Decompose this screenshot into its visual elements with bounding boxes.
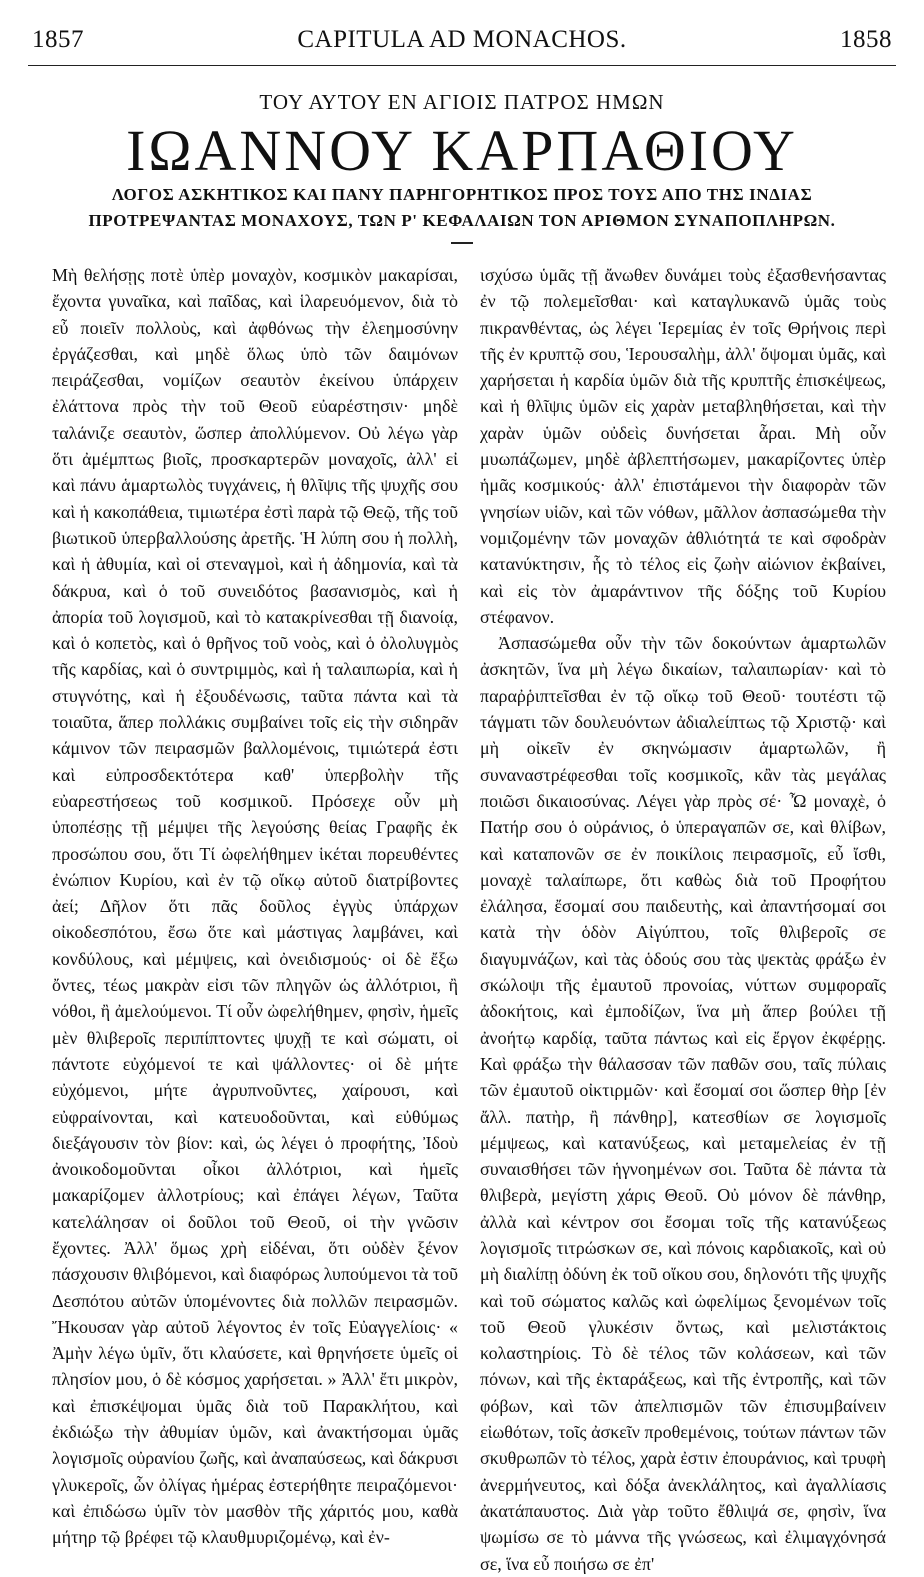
right-page-number: 1858 xyxy=(840,26,892,53)
treatise-subtitle: ΛΟΓΟΣ ΑΣΚΗΤΙΚΟΣ ΚΑΙ ΠΑΝΥ ΠΑΡΗΓΟΡΗΤΙΚΟΣ ΠΡΟΣ ΤΟΥΣ ΑΠΟ ΤΗΣ ΙΝΔΙΑΣ ΠΡΟΤΡΕΨΑΝΤΑΣ ΜΟΝΑΧΟΥΣ, ΤΩΝ Ρ' ΚΕΦΑΛΑΙΩΝ ΤΟΝ ΑΡΙΘΜΟΝ ΣΥΝΑΠΟΠΛΗΡΩΝ. xyxy=(88,185,836,230)
right-text-column xyxy=(480,262,886,1574)
running-title: CAPITULA AD MONACHOS. xyxy=(297,26,627,53)
paragraph: Ἀσπασώμεθα οὖν τὴν τῶν δοκούντων ἁμαρτωλῶν ἀσκητῶν, ἵνα μὴ λέγω δικαίων, ταλαιπωρίαν· καὶ τὸ παραῤῥιπτεῖσθαι ἐν τῷ οἴκῳ τοῦ Θεοῦ· τουτέστι τῷ τάγματι τῶν δουλευόντων ἀδιαλείπτως τῷ Χριστῷ· καὶ μὴ οἰκεῖν ἐν σκηνώμασιν ἁμαρτωλῶν, ἢ συναναστρέφεσθαι τοῖς κοσμικοῖς, κἂν τὰς μεγάλας ποιῶσι δικαιοσύνας. Λέγει γὰρ πρὸς σέ· Ὦ μοναχὲ, ὁ Πατήρ σου ὁ οὐράνιος, ὁ ὑπεραγαπῶν σε, καὶ θλίβων, καὶ καταπονῶν σε ἐν ποικίλοις πειρασμοῖς, εὖ ἴσθι, μοναχὲ ταλαίπωρε, ὅτι καθὼς διὰ τοῦ Προφήτου ἐλάλησα, ἔσομαί σου παιδευτὴς, καὶ ἀπαντήσομαί σοι κατὰ τὴν ὁδὸν Αἰγύπτου, τοῖς θλιβεροῖς σε διαγυμνάζων, καὶ τὰς ὁδούς σου τὰς ψεκτὰς φράξω ἐν σκώλοψι τῆς ἐμαυτοῦ προνοίας, νύττων συμφοραῖς ἀδοκήτοις, καὶ ἐμποδίζων, ἵνα μὴ ἅπερ βούλει τῇ ἀνοήτῳ καρδίᾳ, ταῦτα πάντως καὶ εἰς ἔργον ἐκφέρῃς. Καὶ φράξω τὴν θάλασσαν τῶν παθῶν σου, ταῖς πύλαις τῶν ἐμαυτοῦ οἰκτιρμῶν· καὶ ἔσομαί σοι ὥσπερ θὴρ [ἐν ἄλλ. πατὴρ, ἢ πάνθηρ], κατεσθίων σε λογισμοῖς μέμψεως, καὶ κατανύξεως, καὶ μεταμελείας ἐν τῇ συναισθήσει τῶν ἡγνοημένων σοι. Ταῦτα δὲ πάντα τὰ θλιβερὰ, μεγίστη χάρις Θεοῦ. Οὐ μόνον δὲ πάνθηρ, ἀλλὰ καὶ κέντρον σοι ἔσομαι τοῖς τῆς κατανύξεως λογισμοῖς τιτρώσκων σε, καὶ πόνοις καρδιακοῖς, καὶ οὐ μὴ διαλίπῃ ὀδύνη ἐκ τοῦ οἴκου σου, δηλονότι τῆς ψυχῆς καὶ τοῦ σώματος καλῶς καὶ ὠφελίμως ξενομένων τοῖς τοῦ Θεοῦ γλυκέσιν ὄντως, καὶ μελιστάκτοις κολαστηρίοις. Τὸ δὲ τέλος τῶν κολάσεων, καὶ τῶν πόνων, καὶ τῆς ἐκταράξεως, καὶ τῆς ἐντροπῆς, καὶ τῶν φόβων, καὶ τῶν ἀπελπισμῶν τῶν ἐπισυμβαίνειν εἰωθότων, τοῖς ἀσκεῖν προθεμένοις, τούτων πάντων τῶν σκυθρωπῶν τὸ τέλος, χαρὰ ἐστιν ἐπουράνιος, καὶ τρυφὴ ἀνερμήνευτος, καὶ δόξα ἀνεκλάλητος, καὶ ἀγαλλίασις ἀκατάπαυστος. Διὰ γὰρ τοῦτο ἔθλιψά σε, φησὶν, ἵνα ψωμίσω σε τὸ μάννα τῆς γνώσεως, καὶ ἐλιμαγχόνησά σε, ἵνα εὖ ποιήσω σε ἐπ' xyxy=(480,633,886,1574)
author-name: ΙΩΑΝΝΟΥ ΚΑΡΠΑΘΙΟΥ xyxy=(126,118,798,183)
running-header xyxy=(0,26,924,60)
paragraph: ισχύσω ὑμᾶς τῇ ἄνωθεν δυνάμει τοὺς ἐξασθενήσαντας ἐν τῷ πολεμεῖσθαι· καὶ καταγλυκανῶ ὑμᾶς τοὺς πικρανθέντας, ὡς λέγει Ἱερεμίας ἐν τοῖς Θρήνοις περὶ τῆς ἐν κρυπτῷ σου, Ἱερουσαλὴμ, ἀλλ' ὄψομαι ὑμᾶς, καὶ χαρήσεται ἡ καρδία ὑμῶν διὰ τῆς κρυπτῆς ἐπισκέψεως, καὶ ἡ θλῖψις ὑμῶν εἰς χαρὰν μεταβληθήσεται, καὶ τὴν χαρὰν ὑμῶν οὐδεὶς δυνήσεται ἆραι. Μὴ οὖν μυωπάζωμεν, μηδὲ ἀβλεπτήσωμεν, μακαρίζοντες ὑπὲρ ἡμᾶς κοσμικούς· ἀλλ' ἐπιστάμενοι τὴν διαφορὰν τῶν γνησίων υἱῶν, καὶ τῶν νόθων, μᾶλλον ἀσπασώμεθα τὴν νομιζομένην τῶν μοναχῶν ἀθλιότητά τε καὶ σφοδρὰν κατανύκτησιν, ἧς τὸ τέλος εἰς ζωὴν αἰώνιον ἐκβαίνει, καὶ εἰς τὸν ἀμαράντινον τῆς δόξης τοῦ Κυρίου στέφανον. xyxy=(480,265,886,627)
header-rule xyxy=(28,65,896,66)
section-divider xyxy=(451,242,473,244)
left-text-column xyxy=(52,262,458,1548)
heading-superscript: ΤΟΥ ΑΥΤΟΥ ΕΝ ΑΓΙΟΙΣ ΠΑΤΡΟΣ ΗΜΩΝ xyxy=(259,90,665,114)
paragraph: Μὴ θελήσῃς ποτὲ ὑπὲρ μοναχὸν, κοσμικὸν μακαρίσαι, ἔχοντα γυναῖκα, καὶ παῖδας, καὶ ἱλαρευόμενον, διὰ τὸ εὖ ποιεῖν πολλοὺς, καὶ ἀφθόνως τὴν ἐλεημοσύνην ἐργάζεσθαι, καὶ μηδὲ ὅλως ὑπὸ τῶν δαιμόνων πειράζεσθαι, νομίζων σεαυτὸν ἐκείνου ὑπάρχειν ἐλάττονα πρὸς τὴν τοῦ Θεοῦ εὐαρέστησιν· μηδὲ ταλάνιζε σεαυτὸν, ὥσπερ ἀπολλύμενον. Οὐ λέγω γὰρ ὅτι ἀμέμπτως βιοῖς, προσκαρτερῶν μοναχοῖς, ἀλλ' εἰ καὶ πάνυ ἁμαρτωλὸς τυγχάνεις, ἡ θλῖψις τῆς ψυχῆς σου καὶ ἡ κακοπάθεια, τιμιωτέρα ἐστὶ παρὰ τῷ Θεῷ, τῆς τοῦ βιωτικοῦ ὑπερβαλλούσης ἀρετῆς. Ἡ λύπη σου ἡ πολλὴ, καὶ ἡ ἀθυμία, καὶ οἱ στεναγμοὶ, καὶ ἡ ἀδημονία, καὶ τὰ δάκρυα, καὶ ὁ τοῦ συνειδότος βασανισμὸς, καὶ ἡ ἀπορία τοῦ λογισμοῦ, καὶ τὸ κατακρίνεσθαι τῇ διανοίᾳ, καὶ ὁ κοπετὸς, καὶ ὁ θρῆνος τοῦ νοὸς, καὶ ὁ ὀλολυγμὸς τῆς καρδίας, καὶ ὁ συντριμμὸς, καὶ ἡ ταλαιπωρία, καὶ ἡ στυγνότης, καὶ ἡ ἐξουδένωσις, ταῦτα πάντα καὶ τὰ τοιαῦτα, ἅπερ πολλάκις συμβαίνει τοῖς εἰς τὴν σιδηρᾶν κάμινον τῶν πειρασμῶν βαλλομένοις, τιμιώτερά ἐστι καὶ εὐπροσδεκτότερα καθ' ὑπερβολὴν τῆς εὐαρεστήσεως τοῦ κοσμικοῦ. Πρόσεχε οὖν μὴ ὑποπέσῃς τῇ μέμψει τῆς λεγούσης θείας Γραφῆς ἐκ προσώπου σου, ὅτι Τί ὠφελήθημεν ἱκέται πορευθέντες ἐνώπιον Κυρίου, καὶ ἐν τῷ οἴκῳ αὐτοῦ διατρίβοντες ἀεί; Δῆλον ὅτι πᾶς δοῦλος ἐγγὺς ὑπάρχων οἰκοδεσπότου, ἔσω ὅτε καὶ μάστιγας λαμβάνει, καὶ κονδύλους, καὶ μέμψεις, καὶ ὀνειδισμούς· οἱ δὲ ἔξω ὄντες, τέως μακρὰν εἰσι τῶν πληγῶν ὡς ἀλλότριοι, ἢ νόθοι, ἢ ἀμελούμενοι. Τί οὖν ὠφελήθημεν, φησὶν, ἡμεῖς μὲν θλιβεροῖς περιπίπτοντες ψυχῇ τε καὶ σώματι, οἱ πάντοτε εὐχόμενοί τε καὶ ψάλλοντες· οἱ δὲ μήτε εὐχόμενοι, μήτε ἀγρυπνοῦντες, χαίρουσι, καὶ εὐφραίνονται, καὶ κατευοδοῦνται, καὶ εὐθύμως διεξάγουσιν τὸν βίον: καὶ, ὡς λέγει ὁ προφήτης, Ἰδοὺ ἀνοικοδομοῦνται οἶκοι ἀλλότριοι, καὶ ἡμεῖς μακαρίζομεν ἀλλοτρίους; καὶ ἐπάγει λέγων, Ταῦτα κατελάλησαν οἱ δοῦλοι τοῦ Θεοῦ, οἱ τὴν γνῶσιν ἔχοντες. Ἀλλ' ὅμως χρὴ εἰδέναι, ὅτι οὐδὲν ξένον πάσχουσιν θλιβόμενοι, καὶ διαφόρως λυπούμενοι τὰ τοῦ Δεσπότου αὐτῶν ὑπομένοντες διὰ πολλῶν πειρασμῶν. Ἤκουσαν γὰρ αὐτοῦ λέγοντος ἐν τοῖς Εὐαγγελίοις· « Ἀμὴν λέγω ὑμῖν, ὅτι κλαύσετε, καὶ θρηνήσετε ὑμεῖς οἱ πλησίον μου, ὁ δὲ κόσμος χαρήσεται. » Ἀλλ' ἔτι μικρὸν, καὶ ἐπισκέψομαι ὑμᾶς διὰ τοῦ Παρακλήτου, καὶ ἐκδιώξω τὴν ἀθυμίαν ὑμῶν, καὶ ἀνακτήσομαι ὑμᾶς λογισμοῖς οὐρανίου ζωῆς, καὶ ἀναπαύσεως, καὶ δάκρυσι γλυκεροῖς, ὧν ὀλίγας ἡμέρας ἐστερήθητε πειραζόμενοι· καὶ ἐπιδώσω ὑμῖν τὸν μασθὸν τῆς χάριτός μου, καθὰ μήτηρ τῷ βρέφει τῷ κλαυθμυριζομένῳ, καὶ ἐν- xyxy=(52,265,458,1548)
left-page-number: 1857 xyxy=(32,26,84,53)
